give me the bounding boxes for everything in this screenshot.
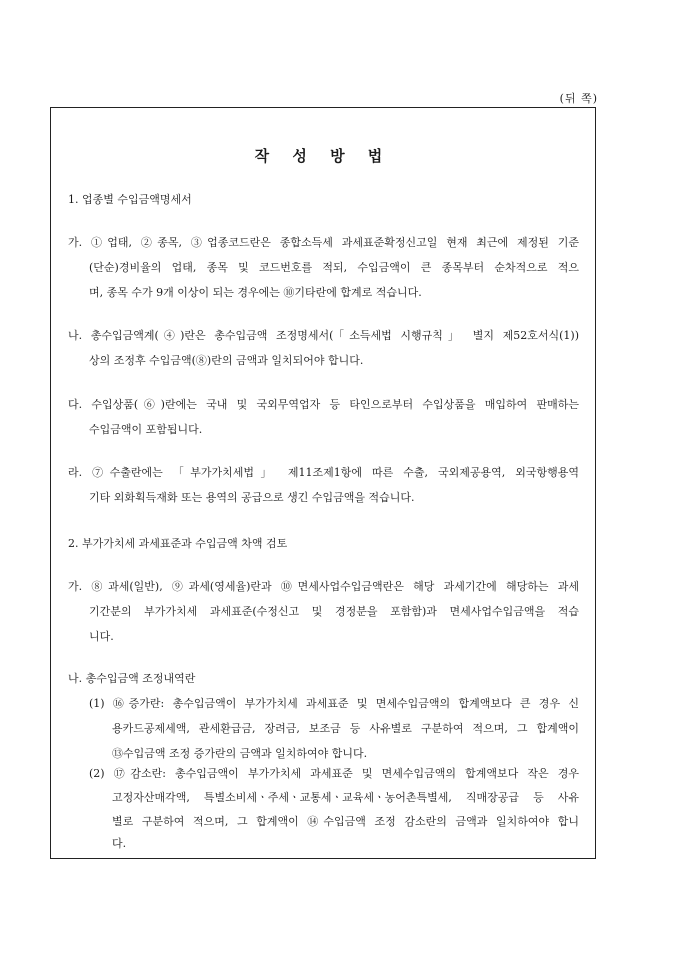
item-line: 나. 총수입금액계(④)란은 총수입금액 조정명세서(「소득세법 시행규칙」 별지 제52호서식(1)) xyxy=(68,329,579,342)
item-line: ⑬수입금액 조정 증가란의 금액과 일치하여야 합니다. xyxy=(112,747,368,760)
item-line: (단순)경비율의 업태, 종목 및 코드번호를 적되, 수입금액이 큰 종목부터 순차적으로 적으 xyxy=(89,261,579,274)
item-line: 상의 조정후 수입금액(⑧)란의 금액과 일치되어야 합니다. xyxy=(89,354,364,367)
item-line: 가. ①업태, ②종목, ③업종코드란은 종합소득세 과세표준확정신고일 현재 최근에 제정된 기준 xyxy=(68,236,579,249)
item-line: 용카드공제세액, 관세환급금, 장려금, 보조금 등 사유별로 구분하여 적으며, 그 합계액이 xyxy=(112,722,579,735)
page-side-label: (뒤 쪽) xyxy=(559,92,598,105)
section-1-heading: 1. 업종별 수입금액명세서 xyxy=(68,193,192,206)
item-line: 니다. xyxy=(89,630,114,643)
item-line: 다. xyxy=(112,837,127,850)
section-2-item-na-heading: 나. 총수입금액 조정내역란 xyxy=(68,672,196,685)
document-title: 작 성 방 법 xyxy=(254,147,392,165)
item-line: 며, 종목 수가 9개 이상이 되는 경우에는 ⑩기타란에 합계로 적습니다. xyxy=(89,286,422,299)
item-line: 수입금액이 포함됩니다. xyxy=(89,423,203,436)
item-line: 고정자산매각액, 특별소비세ㆍ주세ㆍ교통세ㆍ교육세ㆍ농어촌특별세, 직매장공급 등 사유 xyxy=(112,791,579,804)
item-line: 라. ⑦수출란에는 「부가가치세법」 제11조제1항에 따른 수출, 국외제공용역, 외국항행용역 xyxy=(68,466,579,479)
item-line: 가. ⑧과세(일반), ⑨과세(영세율)란과 ⑩면세사업수입금액란은 해당 과세기간에 해당하는 과세 xyxy=(68,580,579,593)
section-2-heading: 2. 부가가치세 과세표준과 수입금액 차액 검토 xyxy=(68,537,288,550)
item-line: 다. 수입상품(⑥)란에는 국내 및 국외무역업자 등 타인으로부터 수입상품을 매입하여 판매하는 xyxy=(68,398,579,411)
item-line: (1) ⑯증가란: 총수입금액이 부가가치세 과세표준 및 면세수입금액의 합계액보다 큰 경우 신 xyxy=(89,697,579,710)
item-line: (2) ⑰감소란: 총수입금액이 부가가치세 과세표준 및 면세수입금액의 합계액보다 작은 경우 xyxy=(89,767,579,780)
item-line: 기타 외화획득재화 또는 용역의 공급으로 생긴 수입금액을 적습니다. xyxy=(89,491,415,504)
item-line: 기간분의 부가가치세 과세표준(수정신고 및 경정분을 포함함)과 면세사업수입금액을 적습 xyxy=(89,605,579,618)
item-line: 별로 구분하여 적으며, 그 합계액이 ⑭수입금액 조정 감소란의 금액과 일치하여야 합니 xyxy=(112,815,579,828)
